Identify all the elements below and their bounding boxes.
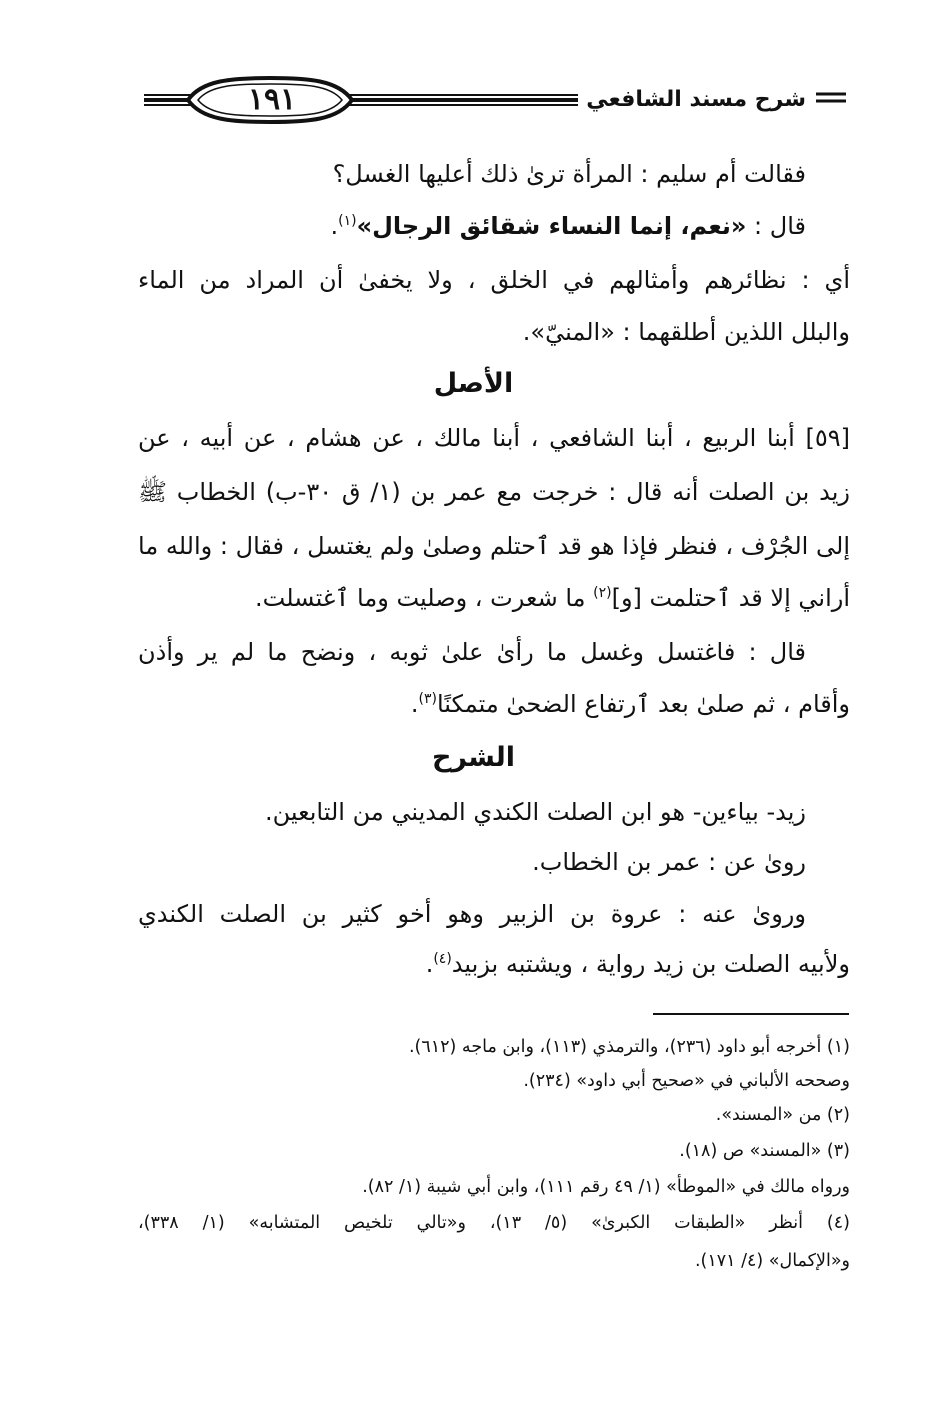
hadith-quote: «نعم، إنما النساء شقائق الرجال» [356,212,747,240]
body-line-2 [138,200,850,252]
text-segment: قال : [746,212,806,240]
body-line-9: قال : فاغتسل وغسل ما رأىٰ علىٰ ثوبه ، ونضح ما لم ير وأذن [138,638,806,666]
body-line-1: فقالت أم سليم : المرأة ترىٰ ذلك أعليها الغسل؟ [332,160,806,188]
section-heading-sharh: الشرح [431,742,516,773]
page-header [140,70,848,130]
footnote-3: (٣) «المسند» ص (١٨). [679,1141,850,1161]
body-line-7: إلى الجُرْف ، فنظر فإذا هو قد ٱحتلم وصلىٰ ولم يغتسل ، فقال : والله ما [138,532,850,560]
text-segment: ما شعرت ، وصليت وما ٱغتسلت. [255,584,594,612]
text-segment: ولأبيه الصلت بن زيد رواية ، ويشتبه بزبيد [451,950,850,978]
body-line-11: زيد- بياءين- هو ابن الصلت الكندي المديني من التابعين. [265,798,806,826]
footnote-4-continued: و«الإكمال» (٤/ ١٧١). [694,1251,850,1271]
footnote-4: (٤) أنظر «الطبقات الكبرىٰ» (٥/ ١٣)، و«تالي تلخيص المتشابه» (١/ ٣٣٨)، [138,1213,850,1233]
running-title: شرح مسند الشافعي [578,82,814,118]
body-line-10 [138,678,850,730]
body-line-4: والبلل اللذين أطلقهما : «المنيّ». [522,318,850,346]
body-line-8 [138,572,850,624]
text-segment: . [330,212,339,240]
section-heading-asl: الأصل [433,368,514,399]
footnote-1-continued: وصححه الألباني في «صحيح أبي داود» (٢٣٤). [523,1071,850,1091]
footnote-ref: (١) [338,213,357,229]
body-line-6: زيد بن الصلت أنه قال : خرجت مع عمر بن (١/ ق ٣٠-ب) الخطاب ﷺ [138,478,850,506]
footnote-separator [653,1013,849,1015]
body-line-14 [138,938,850,990]
body-line-12: روىٰ عن : عمر بن الخطاب. [532,848,806,876]
text-segment: . [425,950,434,978]
page-number: ١٩١ [247,82,297,117]
body-line-5: [٥٩] أبنا الربيع ، أبنا الشافعي ، أبنا مالك ، عن هشام ، عن أبيه ، عن [138,424,850,452]
footnote-ref: (٣) [418,691,437,707]
footnote-ref: (٢) [593,585,612,601]
footnote-2: (٢) من «المسند». [715,1105,850,1125]
footnote-3-continued: ورواه مالك في «الموطأ» (١/ ٤٩ رقم ١١١)، وابن أبي شيبة (١/ ٨٢). [362,1177,850,1197]
text-segment: وأقام ، ثم صلىٰ بعد ٱرتفاع الضحىٰ متمكنًا [436,690,850,718]
text-segment: أراني إلا قد ٱحتلمت [و] [611,584,850,612]
footnote-1: (١) أخرجه أبو داود (٢٣٦)، والترمذي (١١٣)، وابن ماجه (٦١٢). [408,1037,850,1057]
body-line-3: أي : نظائرهم وأمثالهم في الخلق ، ولا يخفىٰ أن المراد من الماء [138,266,850,294]
text-segment: . [410,690,419,718]
footnote-ref: (٤) [433,951,452,967]
body-line-13: وروىٰ عنه : عروة بن الزبير وهو أخو كثير بن الصلت الكندي [138,900,806,928]
